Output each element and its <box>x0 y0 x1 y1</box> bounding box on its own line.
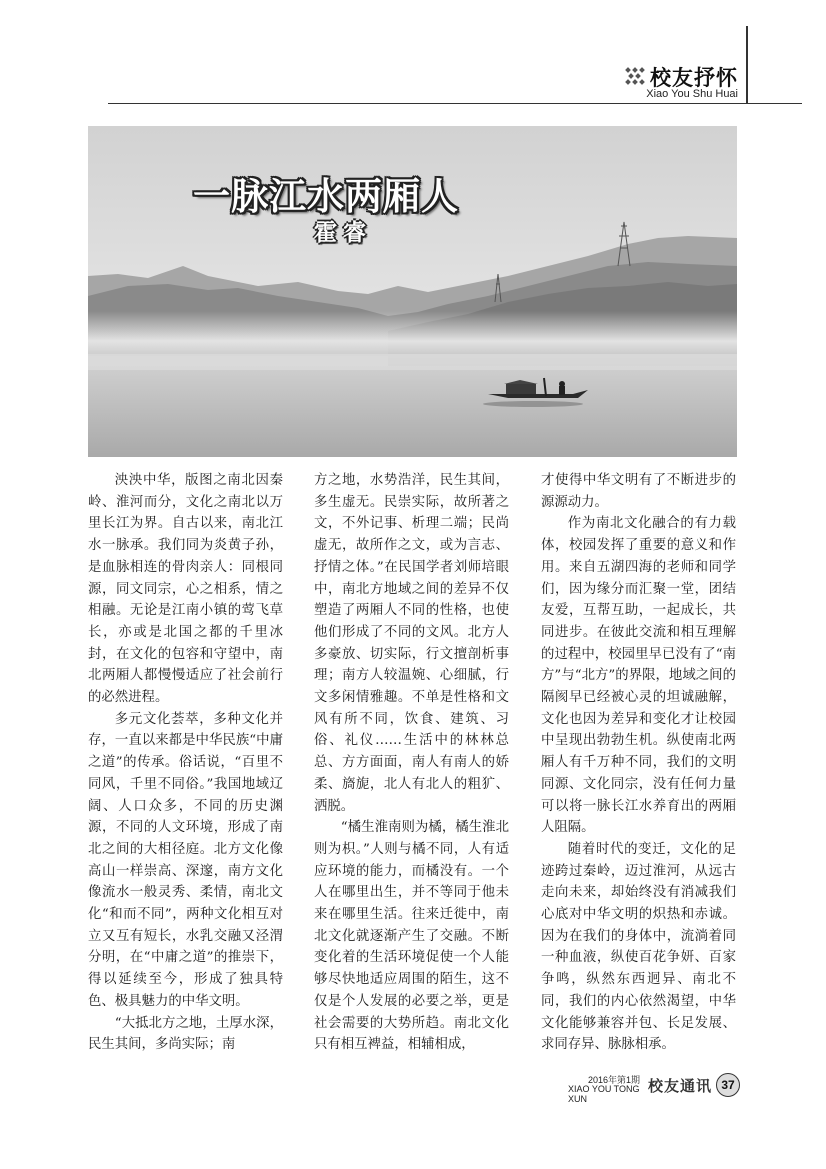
paragraph: 才使得中华文明有了不断进步的源源动力。 <box>541 473 736 510</box>
paragraph: 随着时代的变迁，文化的足迹跨过秦岭，迈过淮河，从远古走向未来，却始终没有消减我们心底对中华文明的炽热和赤诚。因为在我们的身体中，流淌着同一种血液，纵使百花争妍、百家争鸣，纵然东西迥异、南北不同，我们的内心依然渴望，中华文化能够兼容并包、长足发展、求同存异、脉脉相承。 <box>541 841 736 1053</box>
section-title: 校友抒怀 <box>650 66 738 90</box>
paragraph: 方之地，水势浩洋，民生其间，多生虚无。民崇实际，故所著之文，不外记事、析理二端；民尚虚无，故所作之文，或为言志、抒情之体。”在民国学者刘师培眼中，南北方地域之间的差异不仅塑造了两厢人不同的性格，也使他们形成了不同的文风。北方人多豪放、切实际，行文擅剖析事理；南方人较温婉、心细腻，行文多闲情雅趣。不单是性格和文风有所不同，饮食、建筑、习俗、礼仪……生活中的林林总总、方方面面，南人有南人的娇柔、旖旎，北人有北人的粗犷、洒脱。 <box>314 473 509 814</box>
page-number: 37 <box>716 1073 740 1097</box>
footer-journal-name: 校友通讯 <box>647 1077 712 1095</box>
paragraph: “橘生淮南则为橘，橘生淮北则为枳。”人则与橘不同，人有适应环境的能力，而橘没有。一个人在哪里出生，并不等同于他未来在哪里生活。往来迁徙中，南北文化就逐渐产生了交融。不断变化着的生活环境促使一个人能够尽快地适应周围的陌生，这不仅是个人发展的必要之举，更是社会需要的大势所趋。南北文化只有相互裨益，相辅相成， <box>314 820 509 1053</box>
text-column-3 <box>541 470 736 1056</box>
article-author: 霍睿 <box>314 220 372 246</box>
footer-issue: 2016年第1期 <box>587 1075 640 1085</box>
text-column-1 <box>88 470 283 1056</box>
paragraph: “大抵北方之地，土厚水深，民生其间，多尚实际；南 <box>88 1015 283 1053</box>
section-subtitle: Xiao You Shu Huai <box>646 88 738 100</box>
header-rule <box>108 103 802 104</box>
diamond-pattern-icon <box>624 66 646 86</box>
paragraph: 作为南北文化融合的有力载体，校园发挥了重要的意义和作用。来自五湖四海的老师和同学们，因为缘分而汇聚一堂，团结友爱，互帮互助，一起成长，共同进步。在彼此交流和相互理解的过程中，校园里早已没有了“南方”与“北方”的界限，地域之间的隔阂早已经被心灵的坦诚融解，文化也因为差异和变化才让校园中呈现出勃勃生机。纵使南北两厢人有千万种不同，我们的文明同源、文化同宗，没有任何力量可以将一脉长江水养育出的两厢人阻隔。 <box>541 516 736 836</box>
article-title: 一脉江水两厢人 <box>193 175 459 218</box>
header-vertical-rule <box>746 26 748 104</box>
paragraph: 多元文化荟萃，多种文化并存，一直以来都是中华民族“中庸之道”的传承。俗话说，“百里不同风，千里不同俗。”我国地域辽阔、人口众多，不同的历史渊源，不同的人文环境，形成了南北之间的大相径庭。北方文化像高山一样崇高、深邃，南方文化像流水一般灵秀、柔情，南北文化“和而不同”，两种文化相互对立又互有短长，水乳交融又泾渭分明，在“中庸之道”的推崇下，得以延续至今，形成了独具特色、极具魅力的中华文明。 <box>88 711 283 1009</box>
footer-journal-pinyin: XIAO YOU TONG XUN <box>568 1084 640 1104</box>
text-column-2 <box>314 470 509 1056</box>
page-footer <box>568 1073 740 1104</box>
paragraph: 泱泱中华，版图之南北因秦岭、淮河而分，文化之南北以万里长江为界。自古以来，南北江水一脉承。我们同为炎黄子孙，是血脉相连的骨肉亲人：同根同源，同文同宗，心之相系，情之相融。无论是江南小镇的莺飞草长，亦或是北国之都的千里冰封，在文化的包容和守望中，南北两厢人都慢慢适应了社会前行的必然进程。 <box>88 473 283 706</box>
